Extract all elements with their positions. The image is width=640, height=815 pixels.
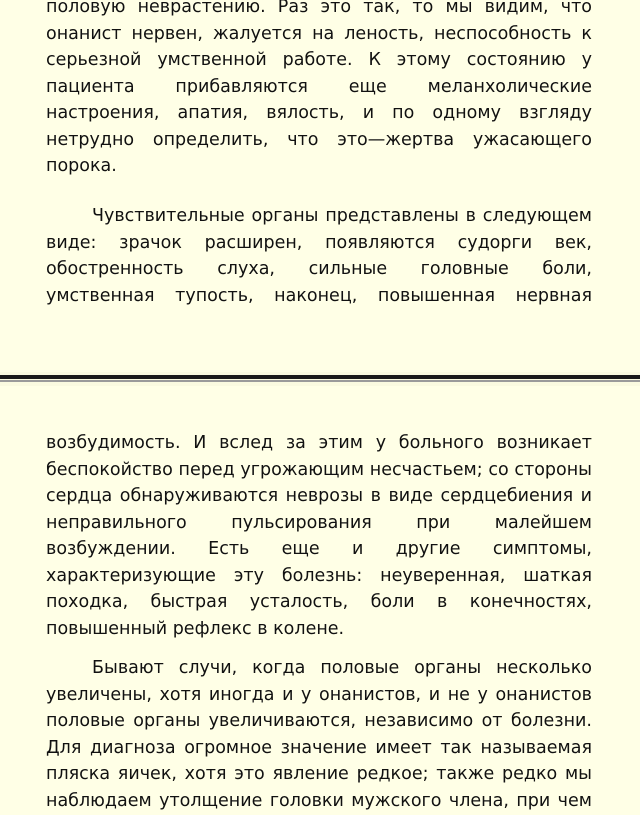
divider-line xyxy=(0,375,640,379)
text-line: походка, быстрая усталость, боли в конечностях, xyxy=(46,592,592,612)
divider-shadow xyxy=(0,380,640,382)
text-line: пациента прибавляются еще меланхолические xyxy=(46,76,592,97)
text-line: Чувствительные органы представлены в следующем xyxy=(92,206,592,226)
text-line: умственная тупость, наконец, повышенная нервная xyxy=(46,285,592,306)
text-line: повышенный рефлекс в колене. xyxy=(46,618,345,639)
text-line: наблюдаем утолщение головки мужского члена, при чем xyxy=(46,790,592,811)
text-line: обостренность слуха, сильные головные боли, xyxy=(46,259,592,279)
text-line: Для диагноза огромное значение имеет так называемая xyxy=(46,737,592,758)
paragraph xyxy=(46,430,592,642)
paragraph xyxy=(46,0,592,180)
page-divider xyxy=(0,372,640,386)
text-line: настроения, апатия, вялость, и по одному взгляду xyxy=(46,103,592,123)
text-line: порока. xyxy=(46,156,117,176)
text-line: возбудимость. И вслед за этим у больного возникает xyxy=(46,433,592,453)
text-line: сердца обнаруживаются неврозы в виде сердцебиения и xyxy=(46,486,592,506)
text-line: половую неврастению. Раз это так, то мы видим, что xyxy=(46,0,592,17)
text-line: виде: зрачок расширен, появляются судорги век, xyxy=(46,232,592,253)
text-line: пляска яичек, хотя это явление редкое; также редко мы xyxy=(46,764,592,784)
paragraph xyxy=(46,203,592,309)
page-top xyxy=(0,0,640,372)
text-line: беспокойство перед угрожающим несчастьем; со стороны xyxy=(46,459,592,480)
text-line: онанист нервен, жалуется на леность, неспособность к xyxy=(46,23,592,44)
text-line: неправильного пульсирования при малейшем xyxy=(46,512,592,533)
text-line: Бывают случи, когда половые органы несколько xyxy=(92,658,592,678)
text-line: возбуждении. Есть еще и другие симптомы, xyxy=(46,539,592,559)
text-line: увеличены, хотя иногда и у онанистов, и не у онанистов xyxy=(46,684,592,705)
text-line: серьезной умственной работе. К этому состоянию у xyxy=(46,50,592,70)
paragraph xyxy=(46,655,592,814)
text-line: нетрудно определить, что это—жертва ужасающего xyxy=(46,129,592,150)
text-line: половые органы увеличиваются, независимо от болезни. xyxy=(46,711,592,731)
text-line: характеризующие эту болезнь: неуверенная, шаткая xyxy=(46,565,592,586)
